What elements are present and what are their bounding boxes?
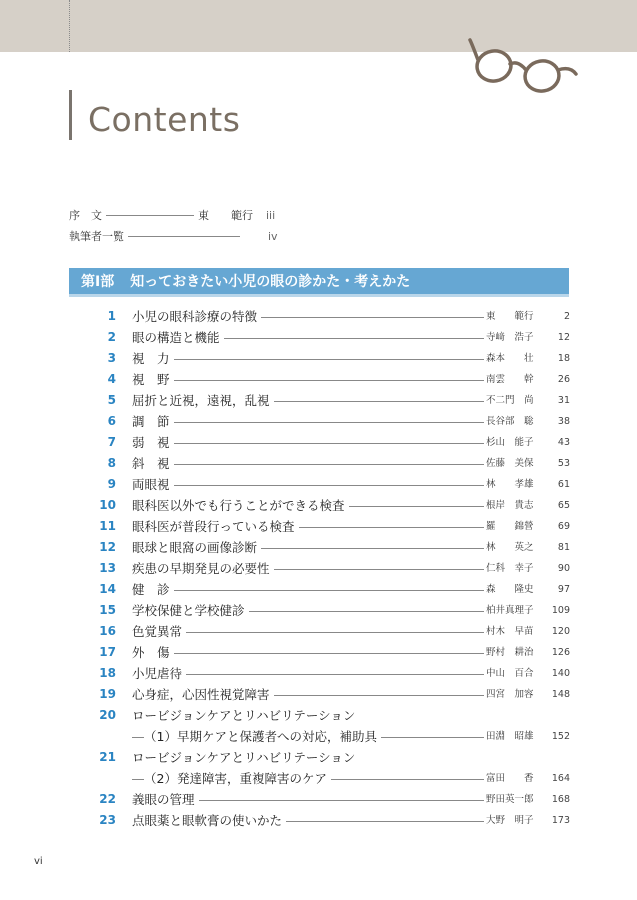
chapter-page: 43 [557, 437, 570, 448]
chapter-number: 12 [99, 540, 116, 554]
chapter-title: ロービジョンケアとリハビリテーション [132, 747, 359, 768]
chapter-page: 69 [557, 521, 570, 532]
chapter-author: 四宮 加容 [486, 689, 534, 700]
leader-line [132, 485, 484, 486]
chapter-number: 4 [107, 372, 116, 386]
chapter-author: 根岸 貴志 [486, 500, 534, 511]
part-header [69, 268, 569, 297]
chapter-author: 大野 明子 [486, 815, 534, 826]
chapter-author: 中山 百合 [486, 668, 534, 679]
chapter-page: 61 [557, 479, 570, 490]
chapter-number: 9 [107, 477, 116, 491]
chapter-author: 村木 早苗 [486, 626, 534, 637]
chapter-title: 眼球と眼窩の画像診断 [132, 537, 261, 558]
chapter-number: 3 [107, 351, 116, 365]
chapter-title: 小児の眼科診療の特徴 [132, 306, 261, 327]
chapter-title: 色覚異常 [132, 621, 186, 642]
page-title: Contents [88, 100, 241, 139]
toc-row[interactable] [0, 495, 637, 516]
chapter-title: 両眼視 [132, 474, 174, 495]
chapter-page: 90 [557, 563, 570, 574]
chapter-page: 81 [557, 542, 570, 553]
chapter-title: 眼科医が普段行っている検査 [132, 516, 299, 537]
glasses-icon [466, 30, 578, 96]
chapter-title: 外 傷 [132, 642, 174, 663]
chapter-author: 森本 壮 [486, 353, 534, 364]
toc-row[interactable] [0, 348, 637, 369]
chapter-title: 心身症，心因性視覚障害 [132, 684, 274, 705]
front-matter-page: iii [266, 208, 276, 222]
chapter-author: 田淵 昭雄 [486, 731, 534, 742]
chapter-page: 31 [557, 395, 570, 406]
toc-row[interactable] [0, 474, 637, 495]
chapter-number: 5 [107, 393, 116, 407]
chapter-number: 22 [99, 792, 116, 806]
chapter-number: 18 [99, 666, 116, 680]
chapter-page: 173 [551, 815, 570, 826]
chapter-page: 164 [551, 773, 570, 784]
chapter-title: 視 野 [132, 369, 174, 390]
toc-row[interactable] [0, 558, 637, 579]
chapter-author: 森 隆史 [486, 584, 534, 595]
chapter-number: 11 [99, 519, 116, 533]
front-matter-author: 東 範行 [198, 209, 253, 222]
chapter-number: 21 [99, 750, 116, 764]
title-rule [69, 90, 72, 140]
chapter-author: 長谷部 聡 [486, 416, 534, 427]
chapter-title: 調 節 [132, 411, 174, 432]
header-dotted-line [69, 0, 70, 52]
chapter-author: 杉山 能子 [486, 437, 534, 448]
chapter-page: 126 [551, 647, 570, 658]
chapter-page: 38 [557, 416, 570, 427]
chapter-title: 義眼の管理 [132, 789, 199, 810]
toc-row[interactable] [0, 411, 637, 432]
leader-line [132, 380, 484, 381]
front-matter-row[interactable] [69, 228, 278, 244]
chapter-title: 健 診 [132, 579, 174, 600]
toc-row[interactable] [0, 390, 637, 411]
chapter-author: 野田英一郎 [486, 794, 534, 805]
front-matter-page: iv [268, 229, 278, 243]
chapter-number: 2 [107, 330, 116, 344]
chapter-author: 野村 耕治 [486, 647, 534, 658]
chapter-page: 65 [557, 500, 570, 511]
leader-line [132, 590, 484, 591]
front-matter-row[interactable] [69, 207, 275, 223]
toc-row[interactable] [0, 516, 637, 537]
chapter-number: 7 [107, 435, 116, 449]
chapter-subtitle: （2）発達障害，重複障害のケア [144, 768, 331, 789]
front-matter-label: 執筆者一覧 [69, 230, 124, 243]
chapter-page: 120 [551, 626, 570, 637]
toc-row[interactable] [0, 306, 637, 327]
chapter-number: 10 [99, 498, 116, 512]
leader-line [132, 443, 484, 444]
toc-row-continued[interactable] [0, 726, 637, 747]
chapter-number: 8 [107, 456, 116, 470]
chapter-page: 168 [551, 794, 570, 805]
toc-row[interactable] [0, 537, 637, 558]
chapter-number: 6 [107, 414, 116, 428]
toc-row[interactable] [0, 663, 637, 684]
toc-row[interactable] [0, 789, 637, 810]
chapter-title: 弱 視 [132, 432, 174, 453]
chapter-number: 17 [99, 645, 116, 659]
chapter-page: 18 [557, 353, 570, 364]
chapter-title: 視 力 [132, 348, 174, 369]
chapter-title: 眼の構造と機能 [132, 327, 224, 348]
toc-row[interactable] [0, 579, 637, 600]
toc-row-continued[interactable] [0, 768, 637, 789]
chapter-title: 眼科医以外でも行うことができる検査 [132, 495, 349, 516]
chapter-author: 林 英之 [486, 542, 534, 553]
chapter-author: 羅 錦營 [486, 521, 534, 532]
toc-row[interactable] [0, 369, 637, 390]
part-title: 知っておきたい小児の眼の診かた・考えかた [130, 274, 411, 290]
leader-line [132, 464, 484, 465]
chapter-page: 152 [551, 731, 570, 742]
leader-line [132, 359, 484, 360]
chapter-number: 23 [99, 813, 116, 827]
chapter-number: 1 [107, 309, 116, 323]
chapter-page: 109 [551, 605, 570, 616]
toc-row[interactable] [0, 600, 637, 621]
chapter-number: 14 [99, 582, 116, 596]
chapter-number: 19 [99, 687, 116, 701]
chapter-page: 53 [557, 458, 570, 469]
chapter-page: 140 [551, 668, 570, 679]
chapter-number: 15 [99, 603, 116, 617]
chapter-number: 16 [99, 624, 116, 638]
toc-row[interactable] [0, 621, 637, 642]
chapter-title: 斜 視 [132, 453, 174, 474]
front-matter-label: 序 文 [69, 209, 102, 222]
chapter-title: 点眼薬と眼軟膏の使いかた [132, 810, 286, 831]
chapter-author: 仁科 幸子 [486, 563, 534, 574]
chapter-author: 不二門 尚 [486, 395, 534, 406]
chapter-author: 富田 香 [486, 773, 534, 784]
toc-row[interactable] [0, 642, 637, 663]
toc-row[interactable] [0, 432, 637, 453]
chapter-title: 疾患の早期発見の必要性 [132, 558, 274, 579]
chapter-subtitle: （1）早期ケアと保護者への対応，補助具 [144, 726, 381, 747]
chapter-page: 148 [551, 689, 570, 700]
chapter-author: 佐藤 美保 [486, 458, 534, 469]
chapter-title: 小児虐待 [132, 663, 186, 684]
chapter-author: 柏井真理子 [486, 605, 534, 616]
toc-row[interactable] [0, 684, 637, 705]
chapter-title: 学校保健と学校健診 [132, 600, 249, 621]
chapter-author: 南雲 幹 [486, 374, 534, 385]
chapter-page: 97 [557, 584, 570, 595]
leader-line [128, 236, 240, 237]
chapter-page: 2 [563, 311, 570, 322]
chapter-number: 20 [99, 708, 116, 722]
toc-row[interactable] [0, 747, 637, 768]
chapter-page: 12 [557, 332, 570, 343]
toc-row[interactable] [0, 810, 637, 831]
chapter-title: ロービジョンケアとリハビリテーション [132, 705, 359, 726]
chapter-number: 13 [99, 561, 116, 575]
leader-line [106, 215, 194, 216]
page-folio: vi [34, 856, 43, 867]
chapter-title: 屈折と近視，遠視，乱視 [132, 390, 274, 411]
chapter-author: 林 孝雄 [486, 479, 534, 490]
toc-row[interactable] [0, 453, 637, 474]
leader-line [132, 422, 484, 423]
leader-line [132, 653, 484, 654]
part-number: 第Ⅰ部 [81, 274, 115, 290]
toc-list [0, 306, 637, 831]
chapter-author: 寺﨑 浩子 [486, 332, 534, 343]
chapter-author: 東 範行 [486, 311, 534, 322]
toc-row[interactable] [0, 705, 637, 726]
toc-row[interactable] [0, 327, 637, 348]
chapter-page: 26 [557, 374, 570, 385]
